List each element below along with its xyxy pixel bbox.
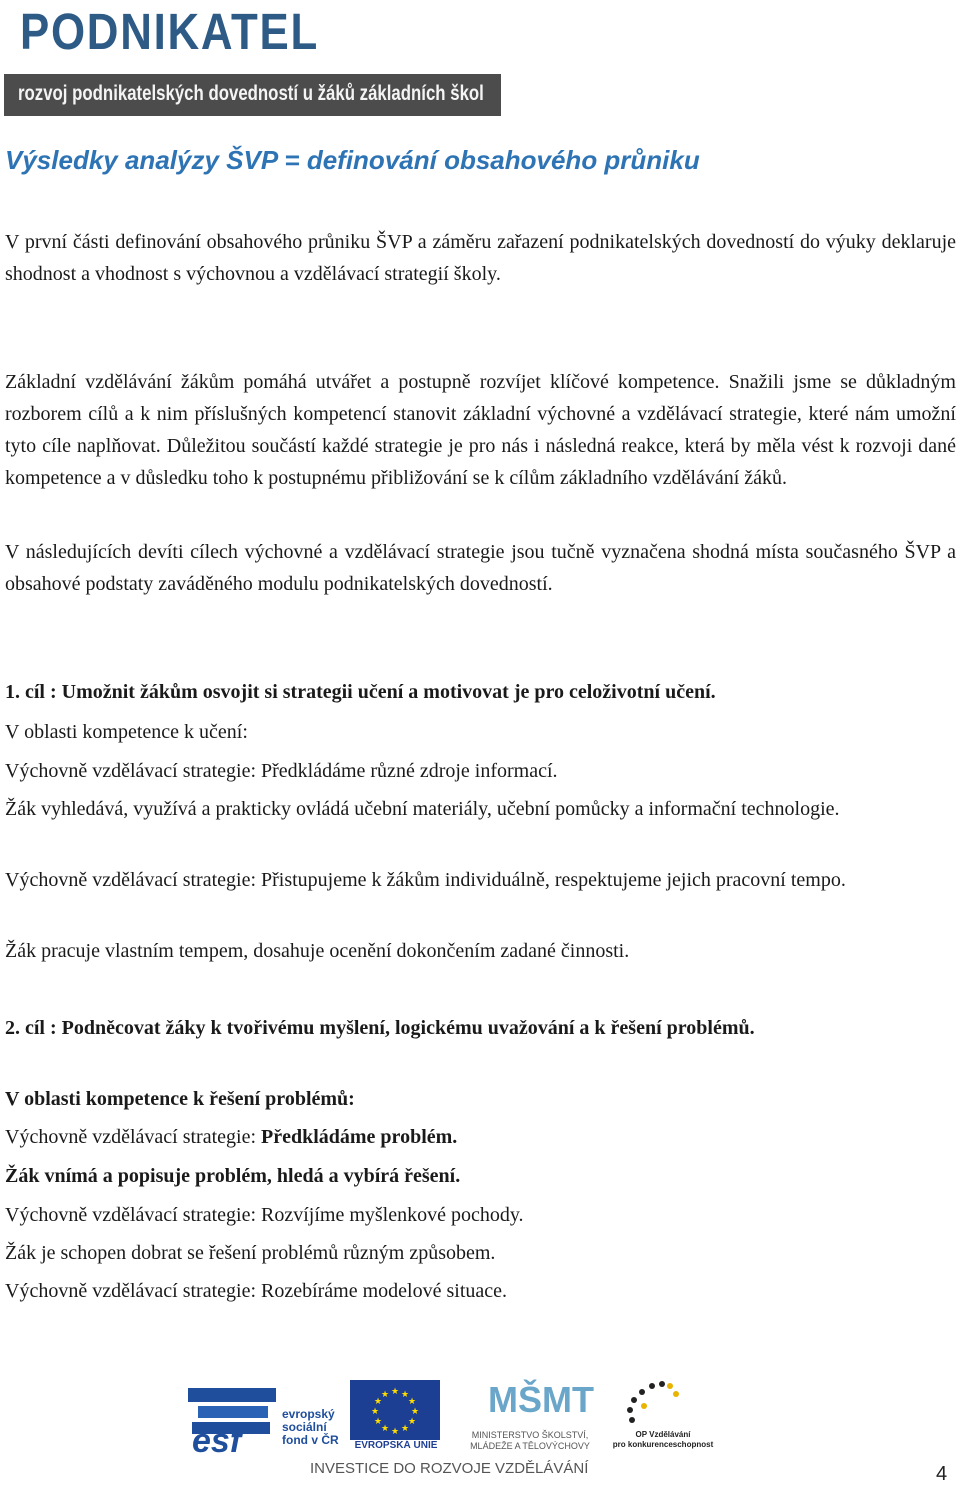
footer-logos: [188, 1370, 718, 1480]
goal2-title: 2. cíl : Podněcovat žáky k tvořivému myšlení, logickému uvažování a k řešení problémů.: [5, 1017, 755, 1039]
msmt-caption-line-1: MINISTERSTVO ŠKOLSTVÍ,: [471, 1430, 589, 1440]
goal1-area: V oblasti kompetence k učení:: [5, 721, 248, 743]
goal1-result-2: Žák pracuje vlastním tempem, dosahuje ocenění dokončením zadané činnosti.: [5, 940, 630, 962]
goal2-result-2: Žák je schopen dobrat se řešení problémů různým způsobem.: [5, 1242, 496, 1264]
esf-logo-icon: [188, 1380, 276, 1460]
msmt-caption: [450, 1430, 610, 1452]
logo-subtitle-bar: [4, 74, 501, 116]
svg-text:★: ★: [390, 1427, 400, 1437]
investment-slogan: INVESTICE DO ROZVOJE VZDĚLÁVÁNÍ: [310, 1460, 589, 1477]
msmt-logo-icon: [488, 1376, 594, 1422]
svg-text:★: ★: [380, 1424, 390, 1434]
msmt-caption-line-2: MLÁDEŽE A TĚLOVÝCHOVY: [470, 1441, 590, 1451]
svg-text:★: ★: [390, 1387, 400, 1397]
goal1-title: 1. cíl : Umožnit žákům osvojit si strategii učení a motivovat je pro celoživotní učení.: [5, 681, 716, 703]
paragraph-competences: Základní vzdělávání žákům pomáhá utvářet a postupně rozvíjet klíčové kompetence. Snažili jsme se důkladným rozborem cílů a k nim příslušných kompetencí stanovit základní výchovné a vzdělávací strategie, které nám umožní tyto cíle naplňovat. Důležitou součástí každé strategie je pro nás i následná reakce, která by měla vést k rozvoji dané kompetence a v důsledku toho k postupnému přibližování se k cílům základního vzdělávání žáků.: [5, 371, 956, 489]
svg-text:MŠMT: MŠMT: [488, 1379, 594, 1420]
svg-text:★: ★: [400, 1424, 410, 1434]
goal2-strategy-2: Výchovně vzdělávací strategie: Rozvíjíme myšlenkové pochody.: [5, 1204, 524, 1226]
page-number: 4: [936, 1463, 948, 1485]
svg-text:★: ★: [400, 1390, 410, 1400]
op-caption: [608, 1430, 718, 1450]
goal2-strategy-3: Výchovně vzdělávací strategie: Rozebíráme modelové situace.: [5, 1280, 508, 1302]
eu-label: EVROPSKÁ UNIE: [354, 1440, 438, 1451]
paragraph-intro: V první části definování obsahového průniku ŠVP a záměru zařazení podnikatelských dovedností do výuky deklaruje shodnost a vhodnost s výchovnou a vzdělávací strategií školy.: [5, 231, 956, 285]
eu-flag-icon: [350, 1380, 440, 1440]
logo-title: PODNIKATEL: [20, 3, 320, 60]
svg-text:esf: esf: [192, 1422, 242, 1460]
goal2-strategy-1-bold: Předkládáme problém.: [261, 1126, 458, 1148]
svg-text:★: ★: [407, 1397, 417, 1407]
op-caption-line-1: OP Vzdělávání: [635, 1430, 691, 1439]
paragraph-goals: V následujících devíti cílech výchovné a vzdělávací strategie jsou tučně vyznačena shodná místa současného ŠVP a obsahové podstaty zaváděného modulu podnikatelských dovedností.: [5, 541, 956, 595]
goal1-result-1: Žák vyhledává, využívá a prakticky ovládá učební materiály, učební pomůcky a informační technologie.: [5, 798, 840, 820]
svg-text:★: ★: [373, 1417, 383, 1427]
goal2-strategy-1: [5, 1121, 956, 1153]
logo-subtitle: rozvoj podnikatelských dovedností u žáků základních škol: [18, 82, 484, 105]
goal2-strategy-1-prefix: Výchovně vzdělávací strategie:: [5, 1126, 261, 1148]
svg-text:★: ★: [380, 1390, 390, 1400]
esf-caption-line-1: evropský: [282, 1407, 335, 1421]
goal1-strategy-1: Výchovně vzdělávací strategie: Předkládáme různé zdroje informací.: [5, 760, 558, 782]
op-caption-line-2: pro konkurenceschopnost: [612, 1440, 714, 1449]
esf-caption-line-2: sociální: [282, 1420, 327, 1434]
esf-caption-line-3: fond v ČR: [282, 1433, 339, 1447]
svg-text:★: ★: [410, 1407, 420, 1417]
op-logo-icon: [622, 1372, 682, 1430]
goal2-area: V oblasti kompetence k řešení problémů:: [5, 1088, 355, 1110]
svg-text:★: ★: [407, 1417, 417, 1427]
goal1-strategy-2: Výchovně vzdělávací strategie: Přistupujeme k žákům individuálně, respektujeme jejich pracovní tempo.: [5, 869, 846, 891]
goal2-result-1: Žák vnímá a popisuje problém, hledá a vybírá řešení.: [5, 1165, 461, 1187]
svg-text:★: ★: [370, 1407, 380, 1417]
page-title: Výsledky analýzy ŠVP = definování obsahového průniku: [5, 145, 700, 175]
svg-text:★: ★: [373, 1397, 383, 1407]
esf-caption: [282, 1408, 339, 1447]
